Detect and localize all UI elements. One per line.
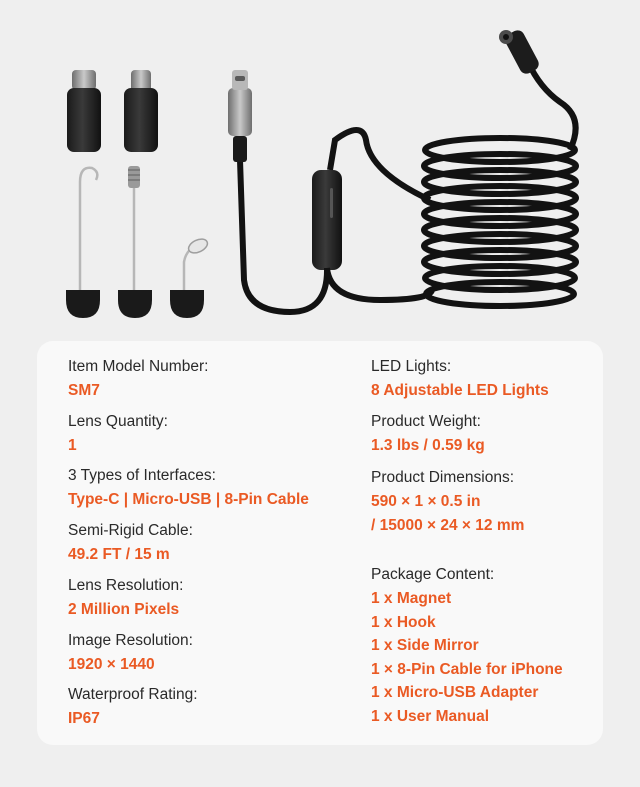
package-item: 1 x User Manual [371, 707, 490, 725]
spec-value: 2 Million Pixels [68, 601, 180, 618]
spec-label: Semi-Rigid Cable: [68, 522, 193, 539]
spec-dimensions [371, 468, 524, 536]
spec-value: 1 [68, 436, 77, 454]
spec-label: Product Weight: [371, 413, 481, 430]
spec-label: LED Lights: [371, 358, 452, 375]
spec-label: 3 Types of Interfaces: [68, 467, 216, 484]
package-item: 1 x Side Mirror [371, 637, 479, 655]
product-image [0, 0, 640, 330]
spec-lens-quantity [68, 412, 168, 456]
spec-label: Image Resolution: [68, 632, 193, 649]
spec-value: Type-C | Micro-USB | 8-Pin Cable [68, 491, 309, 508]
spec-lens-resolution [68, 576, 183, 620]
lightning-adapter-icon [124, 70, 158, 152]
package-item: 1 x Hook [371, 613, 436, 631]
spec-value: SM7 [68, 382, 100, 399]
package-item: 1 x Magnet [371, 590, 452, 607]
spec-value: / 15000 × 24 × 12 mm [371, 517, 525, 534]
spec-interfaces [68, 466, 309, 510]
spec-label: Lens Quantity: [68, 412, 168, 430]
spec-label: Item Model Number: [68, 358, 209, 375]
spec-value: 49.2 FT / 15 m [68, 546, 170, 563]
package-item: 1 x Micro-USB Adapter [371, 684, 539, 702]
spec-item-model [68, 357, 208, 401]
package-item: 1 × 8-Pin Cable for iPhone [371, 660, 563, 678]
spec-label: Product Dimensions: [371, 469, 515, 486]
spec-package-content [371, 565, 563, 731]
hook-icon [66, 168, 100, 318]
spec-led-lights [371, 357, 549, 401]
spec-image-resolution [68, 631, 193, 675]
endoscope-cable-icon [228, 28, 576, 312]
spec-cable-length [68, 521, 193, 565]
spec-value: 1.3 lbs / 0.59 kg [371, 437, 485, 454]
usb-c-adapter-icon [67, 70, 101, 152]
spec-waterproof [68, 685, 198, 729]
side-mirror-icon [170, 236, 210, 318]
magnet-icon [118, 166, 152, 318]
spec-value: 1920 × 1440 [68, 656, 155, 673]
spec-label: Waterproof Rating: [68, 686, 198, 703]
spec-weight [371, 412, 485, 456]
spec-value: IP67 [68, 710, 100, 727]
spec-value: 590 × 1 × 0.5 in [371, 493, 481, 510]
spec-label: Lens Resolution: [68, 577, 184, 594]
spec-label: Package Content: [371, 566, 495, 583]
spec-value: 8 Adjustable LED Lights [371, 382, 549, 399]
